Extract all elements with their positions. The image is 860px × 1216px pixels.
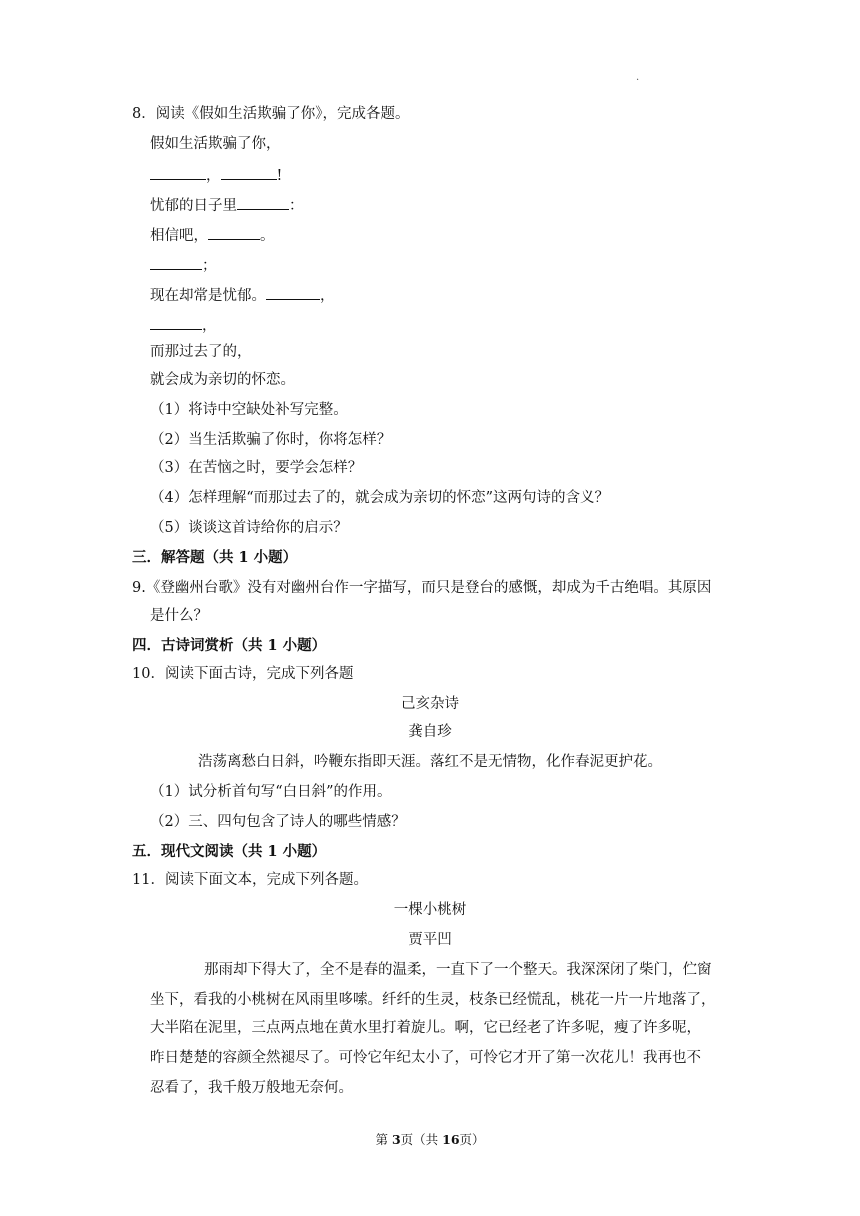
q8-sub1: （1）将诗中空缺处补写完整。 (150, 402, 348, 418)
q11-para-line5: 忍看了，我千般万般地无奈何。 (150, 1080, 353, 1096)
punct: ! (276, 168, 283, 184)
q11-text-author: 贾平凹 (408, 932, 452, 948)
punct: ， (202, 318, 217, 334)
q8-poem-line5 (150, 254, 217, 276)
footer-page-total: 16 (442, 1132, 460, 1147)
blank (208, 224, 260, 240)
q10-intro: 10．阅读下面古诗，完成下列各题 (132, 666, 354, 682)
blank (237, 194, 289, 210)
q10-sub2: （2）三、四句包含了诗人的哪些情感？ (150, 814, 406, 830)
q10-sub1: （1）试分析首句写“白日斜”的作用。 (150, 784, 392, 800)
q11-para-line3: 大半陷在泥里，三点两点地在黄水里打着旋儿。啊，它已经老了许多呢，瘦了许多呢， (150, 1020, 701, 1036)
q8-sub2: （2）当生活欺骗了你时，你将怎样？ (150, 432, 392, 448)
blank (150, 254, 202, 270)
q11-para-line2: 坐下，看我的小桃树在风雨里哆嗦。纤纤的生灵，枝条已经慌乱，桃花一片一片地落了， (150, 992, 716, 1008)
blank (150, 164, 206, 180)
q11-para-line4: 昨日楚楚的容颜全然褪尽了。可怜它年纪太小了，可怜它才开了第一次花儿！我再也不 (150, 1050, 701, 1066)
q10-poem-author: 龚自珍 (408, 724, 452, 740)
blank (266, 284, 320, 300)
q8-poem-line3 (150, 194, 304, 216)
q11-intro: 11．阅读下面文本，完成下列各题。 (132, 872, 368, 888)
blank (221, 164, 277, 180)
q9-line1: 9.《登幽州台歌》没有对幽州台作一字描写，而只是登台的感慨，却成为千古绝唱。其原因 (132, 580, 712, 596)
section3-title: 三．解答题（共 1 小题） (132, 549, 298, 566)
punct: ： (289, 198, 304, 214)
punct: ， (320, 288, 335, 304)
q8-poem-line7 (150, 314, 217, 336)
footer-page-number: 3 (391, 1132, 401, 1147)
text: 忧郁的日子里 (150, 198, 237, 214)
footer-text: 第 (375, 1132, 392, 1147)
footer-text: 页） (459, 1132, 485, 1147)
q8-sub4: （4）怎样理解“而那过去了的，就会成为亲切的怀恋”这两句诗的含义？ (150, 490, 610, 506)
header-mark: . (636, 72, 640, 83)
punct: 。 (260, 228, 275, 244)
blank (150, 314, 202, 330)
q8-poem-line4 (150, 224, 275, 246)
q8-poem-line1: 假如生活欺骗了你， (150, 136, 281, 152)
q8-poem-line9: 就会成为亲切的怀恋。 (150, 372, 295, 388)
q11-para-line1: 那雨却下得大了，全不是春的温柔，一直下了一个整天。我深深闭了柴门，伫窗 (204, 962, 712, 978)
q8-poem-line6 (150, 284, 335, 306)
q8-sub5: （5）谈谈这首诗给你的启示？ (150, 520, 348, 536)
text: 相信吧， (150, 228, 208, 244)
section4-title: 四．古诗词赏析（共 1 小题） (132, 637, 327, 654)
q8-poem-line8: 而那过去了的， (150, 344, 252, 360)
text: 现在却常是忧郁。 (150, 288, 266, 304)
q8-intro: 8．阅读《假如生活欺骗了你》，完成各题。 (132, 106, 410, 122)
q9-line2: 是什么？ (150, 608, 208, 624)
q10-poem-title: 己亥杂诗 (401, 696, 459, 712)
q11-text-title: 一棵小桃树 (393, 902, 467, 918)
punct: ； (202, 258, 217, 274)
section5-title: 五．现代文阅读（共 1 小题） (132, 843, 327, 860)
q8-sub3: （3）在苦恼之时，要学会怎样？ (150, 460, 363, 476)
page-footer (0, 1130, 860, 1148)
q8-poem-line2 (150, 164, 282, 186)
footer-text: 页（共 (400, 1132, 443, 1147)
punct: ， (206, 168, 221, 184)
q10-poem-text: 浩荡离愁白日斜，吟鞭东指即天涯。落红不是无情物，化作春泥更护花。 (198, 754, 662, 770)
